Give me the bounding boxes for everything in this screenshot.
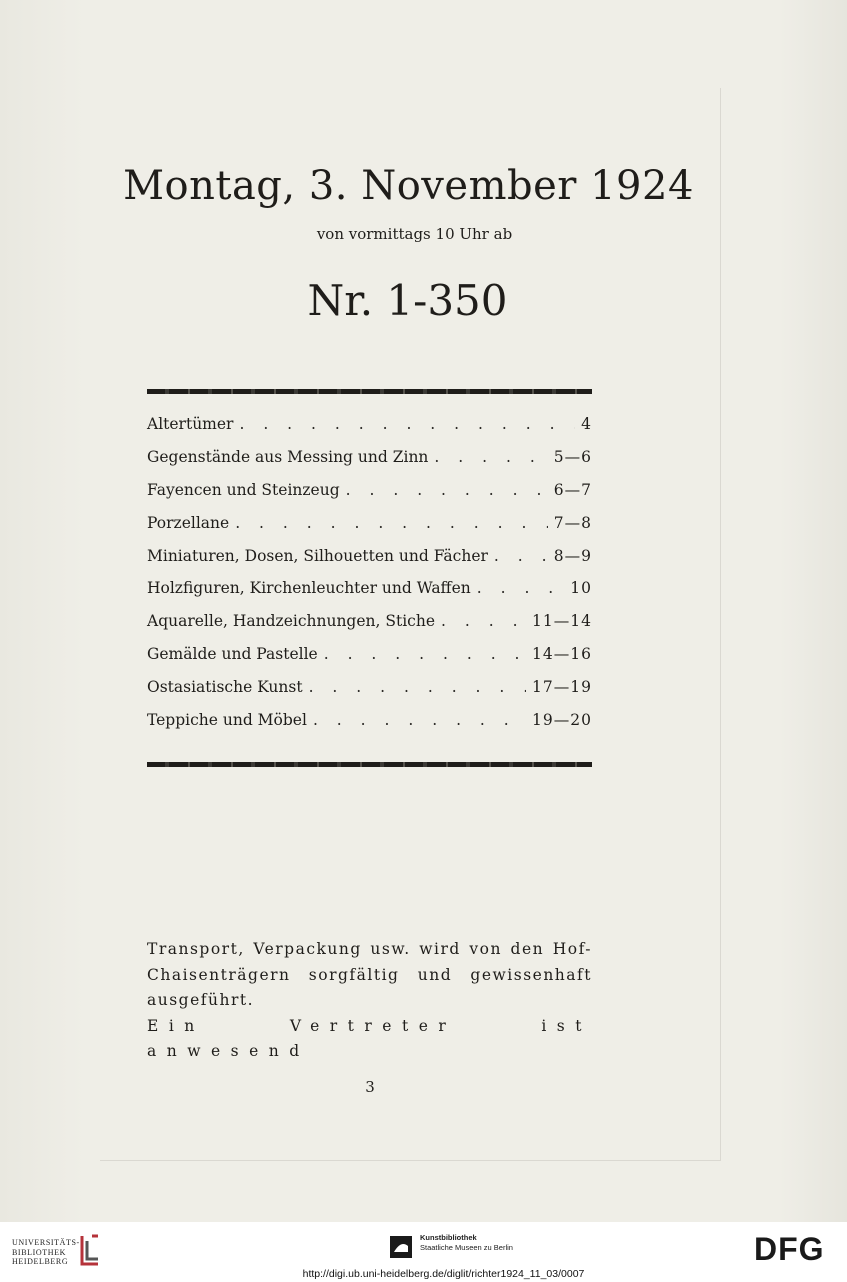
logo-text-line: UNIVERSITÄTS-	[12, 1238, 80, 1247]
toc-leader	[441, 612, 526, 630]
kb-subtitle: Staatliche Museen zu Berlin	[420, 1243, 513, 1252]
toc-pages: 17—19	[532, 678, 592, 697]
toc-label: Ostasiatische Kunst	[147, 678, 303, 697]
toc-label: Holzfiguren, Kirchenleuchter und Waffen	[147, 579, 471, 598]
page-subtitle: von vormittags 10 Uhr ab	[316, 225, 513, 243]
notice-line: Chaisenträgern sorgfältig und gewissenhaft ausgeführt.	[147, 965, 592, 1009]
university-mark-icon	[78, 1232, 102, 1268]
page-number: 3	[365, 1078, 375, 1096]
toc-row	[147, 579, 592, 612]
kunstbibliothek-logo[interactable]	[420, 1233, 513, 1253]
logo-text-line: BIBLIOTHEK	[12, 1247, 66, 1257]
toc-row	[147, 612, 592, 645]
toc-row	[147, 547, 592, 580]
kb-title: Kunstbibliothek	[420, 1233, 477, 1242]
notice-line: Transport, Verpackung usw. wird von den Hof-	[147, 940, 592, 958]
toc-leader	[309, 678, 526, 696]
toc-leader	[346, 481, 548, 499]
transport-notice	[147, 937, 592, 1065]
toc-leader	[239, 415, 575, 433]
notice-line: Ein Vertreter ist anwesend	[147, 1016, 592, 1060]
toc-label: Teppiche und Möbel	[147, 711, 307, 730]
page-title: Montag, 3. November 1924	[123, 163, 694, 209]
viewer-footer	[0, 1222, 847, 1282]
toc-leader	[313, 711, 526, 729]
toc-row	[147, 415, 592, 448]
toc-row	[147, 645, 592, 678]
toc-pages: 5—6	[553, 447, 592, 466]
toc-pages: 7—8	[553, 513, 592, 532]
top-divider	[147, 389, 592, 394]
dfg-logo[interactable]	[752, 1230, 836, 1266]
lot-range: Nr. 1-350	[307, 276, 508, 325]
toc-pages: 14—16	[532, 645, 592, 664]
toc-label: Fayencen und Steinzeug	[147, 480, 340, 499]
toc-label: Gemälde und Pastelle	[147, 645, 318, 664]
toc-label: Miniaturen, Dosen, Silhouetten und Fächer	[147, 546, 488, 565]
toc-row	[147, 448, 592, 481]
toc-pages: 19—20	[532, 711, 592, 730]
toc-label: Aquarelle, Handzeichnungen, Stiche	[147, 612, 436, 631]
toc-leader	[434, 448, 547, 466]
toc-pages: 4	[581, 415, 592, 433]
toc-label: Gegenstände aus Messing und Zinn	[147, 447, 429, 466]
table-of-contents	[147, 415, 592, 744]
toc-label: Altertümer	[147, 415, 234, 433]
toc-label: Porzellane	[147, 513, 230, 532]
university-library-logo[interactable]	[12, 1238, 80, 1267]
kunstbibliothek-icon	[388, 1234, 414, 1260]
toc-leader	[494, 547, 548, 565]
toc-pages: 6—7	[553, 480, 592, 499]
bottom-divider	[147, 762, 592, 767]
toc-row	[147, 481, 592, 514]
toc-pages: 10	[570, 579, 592, 598]
toc-pages: 11—14	[532, 612, 592, 631]
toc-leader	[235, 514, 548, 532]
toc-row	[147, 678, 592, 711]
logo-text-line: HEIDELBERG	[12, 1257, 69, 1266]
dfg-text: DFG	[754, 1231, 825, 1266]
toc-row	[147, 711, 592, 744]
toc-leader	[324, 645, 526, 663]
permalink-url[interactable]: http://digi.ub.uni-heidelberg.de/diglit/richter1924_11_03/0007	[302, 1268, 585, 1280]
toc-pages: 8—9	[553, 546, 592, 565]
toc-leader	[477, 579, 565, 597]
toc-row	[147, 514, 592, 547]
